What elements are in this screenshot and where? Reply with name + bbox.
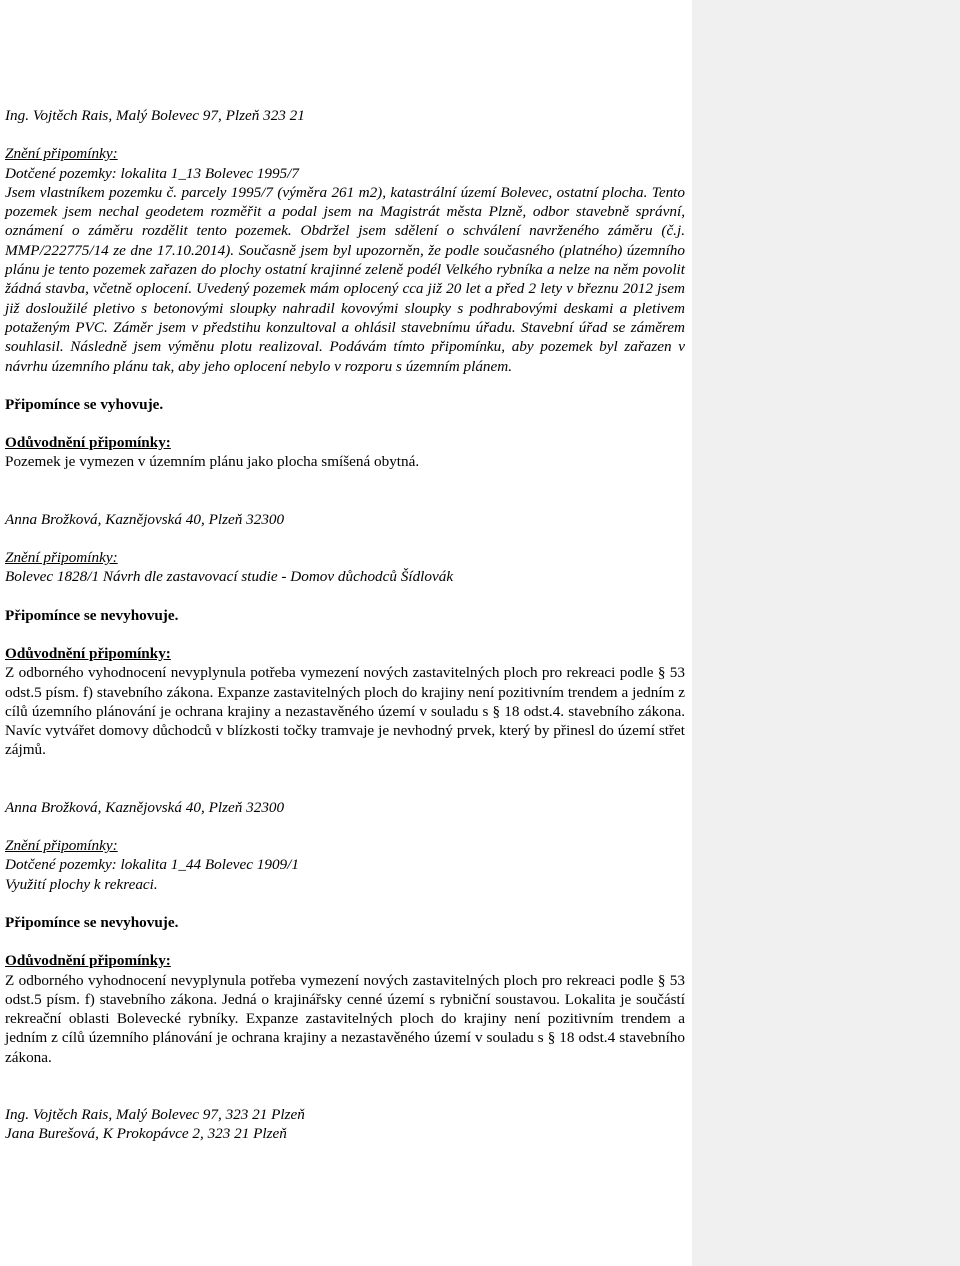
entry4-author2: Jana Burešová, K Prokopávce 2, 323 21 Plzeň bbox=[5, 1125, 287, 1143]
entry1-affected: Dotčené pozemky: lokalita 1_13 Bolevec 1995/7 bbox=[5, 164, 299, 182]
entry3-affected: Dotčené pozemky: lokalita 1_44 Bolevec 1909/1 bbox=[5, 856, 299, 874]
entry2-reason: Z odborného vyhodnocení nevyplynula potřeba vymezení nových zastavitelných ploch pro rekreaci podle § 53 odst.5 písm. f) stavebního zákona. Expanze zastavitelných ploch do krajiny není pozitivním trendem a jedním z cílů územního plánování je ochrana krajiny a nezastavěného území v souladu s § 18 odst.4. stavebního zákona. Navíc vytvářet domovy důchodců v blízkosti točky tramvaje je nevhodný prvek, který by přinesl do území střet zájmů. bbox=[5, 664, 685, 759]
entry1-text-b: Současně jsem byl upozorněn, že podle současného (platného) územního plánu je tento pozemek zařazen do plochy ostatní krajinné zeleně podél Velkého rybníka a nelze na něm povolit žádná stavba, včetně oplocení. bbox=[5, 241, 685, 298]
entry3-reason: Z odborného vyhodnocení nevyplynula potřeba vymezení nových zastavitelných ploch pro rekreaci podle § 53 odst.5 písm. f) stavebního zákona. Jedná o krajinářsky cenné území s rybniční soustavou. Lokalita je součástí rekreační oblasti Bolevecké rybníky. Expanze zastavitelných ploch do krajiny není pozitivním trendem a jedním z cílů územního plánování je ochrana krajiny a nezastavěného území v souladu s § 18 odst.4 stavebního zákona. bbox=[5, 971, 685, 1066]
entry1-text-d: Záměr jsem v předstihu konzultoval a ohlásil stavebnímu úřadu. Stavební úřad se záměrem souhlasil. Následně jsem výměnu plotu realizoval. Podávám tímto připomínku, aby pozemek byl zařazen v návrhu územního plánu tak, aby jeho oplocení nebylo v rozporu s územním plánem. bbox=[5, 318, 685, 375]
entry2-verdict: Připomínce se nevyhovuje. bbox=[5, 606, 179, 624]
entry3-label-zneni: Znění připomínky: bbox=[5, 837, 118, 855]
entry1-author: Ing. Vojtěch Rais, Malý Bolevec 97, Plzeň 323 21 bbox=[5, 107, 305, 124]
entry1-label-oduvodneni: Odůvodnění připomínky: bbox=[5, 434, 171, 452]
entry3-verdict: Připomínce se nevyhovuje. bbox=[5, 913, 179, 931]
comment-margin-pane bbox=[692, 0, 960, 1266]
entry4-author1: Ing. Vojtěch Rais, Malý Bolevec 97, 323 21 Plzeň bbox=[5, 1105, 305, 1123]
entry1-text bbox=[5, 183, 685, 376]
entry1-text-a: Jsem vlastníkem pozemku č. parcely 1995/7 (výměra 261 m2), katastrální území Bolevec, ostatní plocha. Tento pozemek jsem nechal geodetem rozměřit a podal jsem na Magistrát města Plzně, odbor stavebně správní, oznámení o záměru rozdělit tento pozemek. Obdržel jsem sdělení o schválení navrženého záměru (č.j. MMP/222775/14 ze dne 17.10.2014). bbox=[5, 183, 685, 259]
entry1-label-zneni: Znění připomínky: bbox=[5, 145, 118, 163]
entry2-author: Anna Brožková, Kaznějovská 40, Plzeň 32300 bbox=[5, 510, 285, 528]
entry2-label-zneni: Znění připomínky: bbox=[5, 549, 118, 567]
entry1-text-c: Uvedený pozemek mám oplocený cca již 20 let a před 2 lety v březnu 2012 jsem již dosloužilé pletivo s betonovými sloupky nahradil kovovými sloupky s podhrabovými deskami a pletivem potaženým PVC. bbox=[5, 280, 685, 336]
entry2-label-oduvodneni: Odůvodnění připomínky: bbox=[5, 644, 171, 662]
entry3-author: Anna Brožková, Kaznějovská 40, Plzeň 32300 bbox=[5, 798, 285, 816]
entry1-reason: Pozemek je vymezen v územním plánu jako plocha smíšená obytná. bbox=[5, 453, 420, 471]
entry3-text: Využití plochy k rekreaci. bbox=[5, 875, 158, 893]
entry1-verdict: Připomínce se vyhovuje. bbox=[5, 395, 164, 413]
entry2-text: Bolevec 1828/1 Návrh dle zastavovací studie - Domov důchodců Šídlovák bbox=[5, 568, 454, 586]
document-body bbox=[5, 106, 685, 1144]
entry3-label-oduvodneni: Odůvodnění připomínky: bbox=[5, 952, 171, 970]
